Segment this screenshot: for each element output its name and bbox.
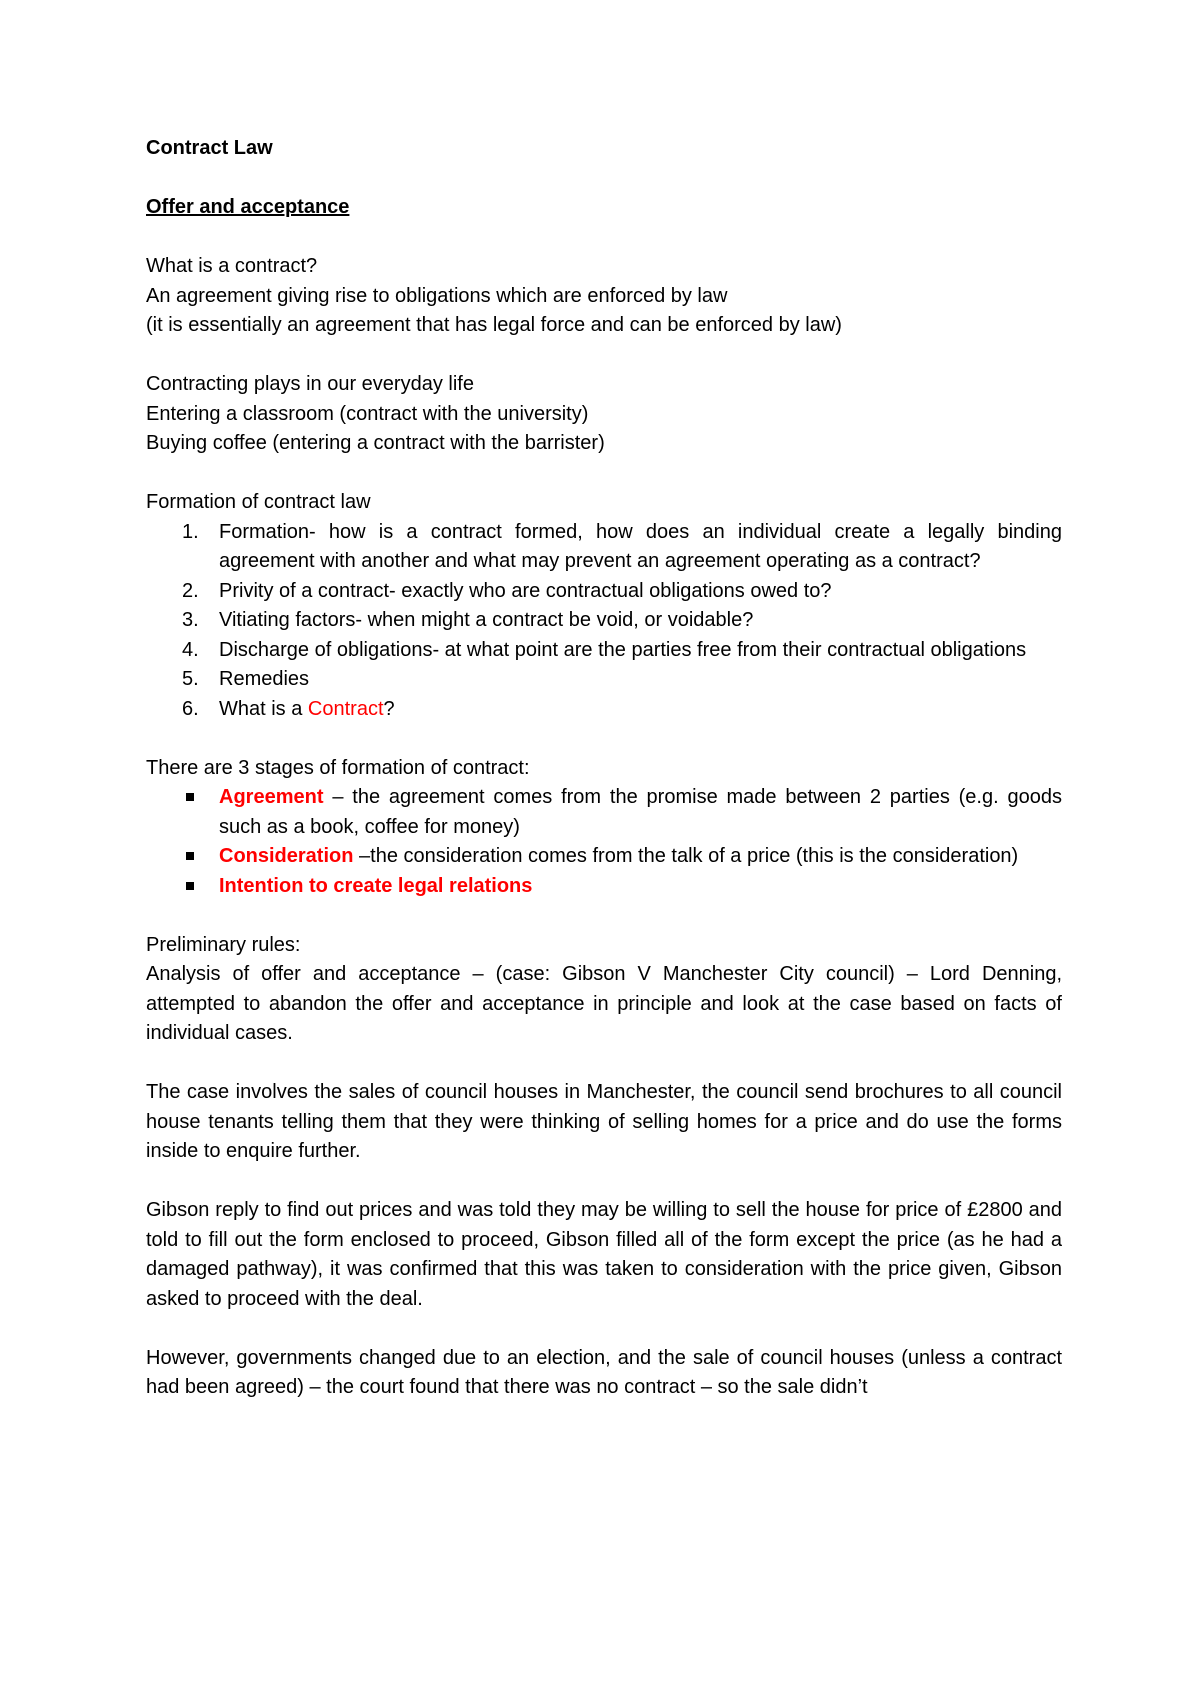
intro-answer: An agreement giving rise to obligations which are enforced by law bbox=[146, 284, 728, 307]
paragraph: Gibson reply to find out prices and was told they may be willing to sell the house for price of £2800 and told to fill out the form enclosed to proceed, Gibson filled all of the form except the price (as he had a damaged pathway), it was confirmed that this was taken to consideration with the price given, Gibson asked to proceed with the deal. bbox=[146, 1199, 1062, 1310]
formation-list bbox=[146, 518, 1062, 725]
list-item bbox=[146, 577, 1062, 607]
everyday-line: Entering a classroom (contract with the university) bbox=[146, 402, 589, 425]
stage-term: Intention to create legal relations bbox=[219, 874, 533, 897]
square-bullet-icon bbox=[186, 852, 194, 860]
stage-text: – the agreement comes from the promise made between 2 parties (e.g. goods such as a book, coffee for money) bbox=[219, 786, 1062, 838]
stage-term: Agreement bbox=[219, 786, 324, 808]
list-item-text: Discharge of obligations- at what point are the parties free from their contractual obligations bbox=[219, 638, 1027, 661]
list-number: 6. bbox=[182, 697, 199, 720]
document-page bbox=[146, 134, 1062, 1403]
stages-heading: There are 3 stages of formation of contract: bbox=[146, 756, 530, 779]
list-item bbox=[146, 695, 1062, 725]
list-item bbox=[146, 606, 1062, 636]
stage-item bbox=[146, 872, 1062, 902]
stage-text: –the consideration comes from the talk of a price (this is the consideration) bbox=[353, 845, 1019, 867]
stages-list bbox=[146, 783, 1062, 901]
list-item bbox=[146, 665, 1062, 695]
list-number: 3. bbox=[182, 609, 199, 631]
list-item bbox=[146, 518, 1062, 577]
formation-heading: Formation of contract law bbox=[146, 491, 371, 513]
everyday-heading: Contracting plays in our everyday life bbox=[146, 373, 474, 395]
list-number: 4. bbox=[182, 638, 199, 661]
stage-item bbox=[146, 842, 1062, 872]
contract-highlight: Contract bbox=[307, 697, 384, 720]
list-item-text: Privity of a contract- exactly who are contractual obligations owed to? bbox=[219, 579, 832, 602]
paragraph: The case involves the sales of council houses in Manchester, the council send brochures to all council house tenants telling them that they were thinking of selling homes for a price and do use the forms inside to enquire further. bbox=[146, 1081, 1062, 1162]
document-title: Contract Law bbox=[146, 137, 273, 159]
list-item-text: Vitiating factors- when might a contract be void, or voidable? bbox=[219, 609, 754, 631]
paragraph: However, governments changed due to an election, and the sale of council houses (unless a contract had been agreed) – the court found that there was no contract – so the sale didn’t bbox=[146, 1346, 1062, 1398]
list-item-prefix: What is a bbox=[219, 697, 308, 720]
list-item-text: Remedies bbox=[219, 668, 310, 690]
square-bullet-icon bbox=[186, 882, 194, 890]
list-item bbox=[146, 636, 1062, 666]
list-number: 5. bbox=[182, 668, 199, 690]
intro-note: (it is essentially an agreement that has legal force and can be enforced by law) bbox=[146, 314, 842, 336]
list-item-text: Formation- how is a contract formed, how does an individual create a legally binding agreement with another and what may prevent an agreement operating as a contract? bbox=[219, 520, 1062, 572]
list-number: 1. bbox=[182, 520, 199, 543]
paragraph: Analysis of offer and acceptance – (case: Gibson V Manchester City council) – Lord Denning, attempted to abandon the offer and acceptance in principle and look at the case based on facts of individual cases. bbox=[146, 963, 1062, 1044]
section-heading: Offer and acceptance bbox=[146, 196, 350, 218]
square-bullet-icon bbox=[186, 793, 194, 801]
list-item-suffix: ? bbox=[383, 697, 395, 720]
everyday-line: Buying coffee (entering a contract with the barrister) bbox=[146, 432, 605, 454]
preliminary-heading: Preliminary rules: bbox=[146, 933, 301, 956]
stage-item bbox=[146, 783, 1062, 842]
stage-term: Consideration bbox=[219, 845, 354, 867]
list-number: 2. bbox=[182, 579, 199, 602]
intro-question: What is a contract? bbox=[146, 255, 318, 277]
